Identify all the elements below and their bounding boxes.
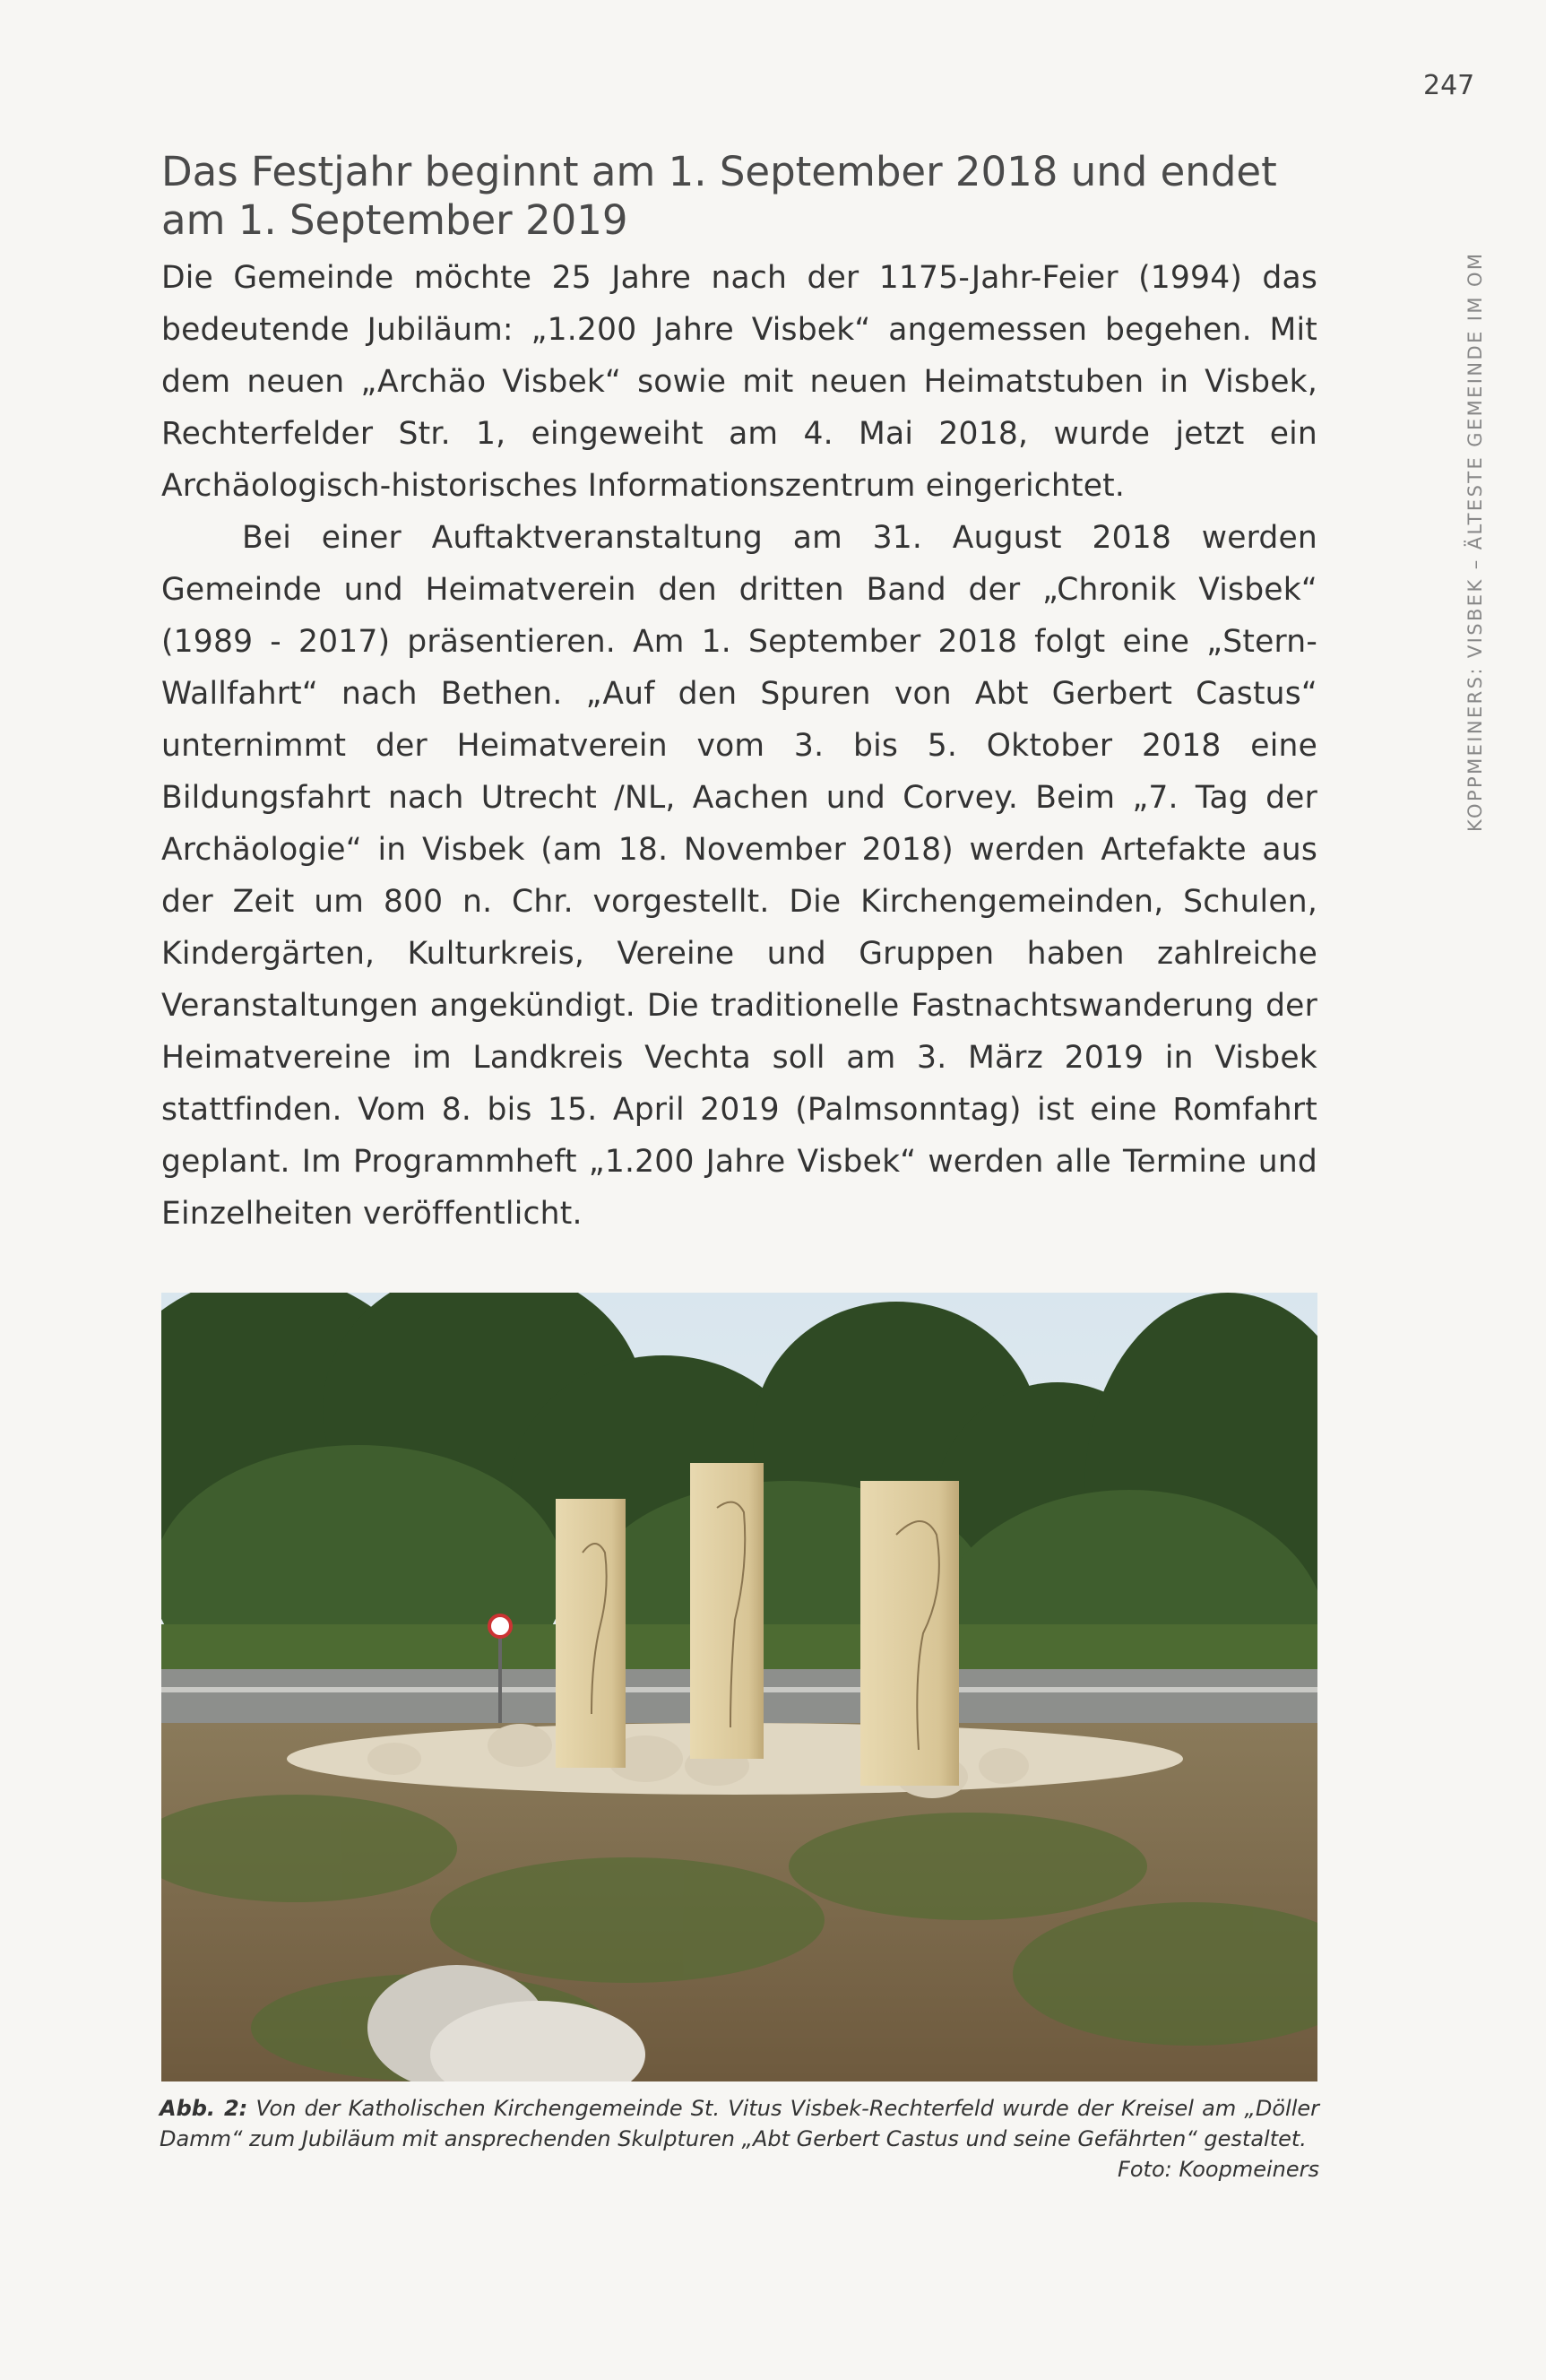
photo-credit: Foto: Koopmeiners xyxy=(1118,2157,1319,2182)
section-heading: Das Festjahr beginnt am 1. September 2018 und endet am 1. September 2019 xyxy=(161,148,1277,244)
paragraph-1: Die Gemeinde möchte 25 Jahre nach der 1175-Jahr-Feier (1994) das bedeutende Jubiläum: „1.200 Jahre Visbek“ angemessen begehen. Mit dem neuen „Archäo Visbek“ sowie mit neuen Heimatstuben in Visbek, Rechterfelder Str. 1, eingeweiht am 4. Mai 2018, wurde jetzt ein Archäologisch-historisches Informationszentrum eingerichtet. xyxy=(161,260,1317,504)
figure-caption xyxy=(160,2093,1319,2185)
sculpture-photo xyxy=(161,1293,1317,2081)
running-head: KOPPMEINERS: VISBEK – ÄLTESTE GEMEINDE IM OM xyxy=(1464,251,1486,832)
page-number: 247 xyxy=(1423,70,1475,101)
body-text xyxy=(161,252,1317,1240)
paragraph-2: Bei einer Auftaktveranstaltung am 31. August 2018 werden Gemeinde und Heimatverein den dritten Band der „Chronik Visbek“ (1989 - 2017) präsentieren. Am 1. September 2018 folgt eine „Stern-Wallfahrt“ nach Bethen. „Auf den Spuren von Abt Gerbert Castus“ unternimmt der Heimatverein vom 3. bis 5. Oktober 2018 eine Bildungsfahrt nach Utrecht /NL, Aachen und Corvey. Beim „7. Tag der Archäologie“ in Visbek (am 18. November 2018) werden Artefakte aus der Zeit um 800 n. Chr. vorgestellt. Die Kirchengemeinden, Schulen, Kindergärten, Kulturkreis, Vereine und Gruppen haben zahlreiche Veranstaltungen angekündigt. Die traditionelle Fastnachtswanderung der Heimatvereine im Landkreis Vechta soll am 3. März 2019 in Visbek stattfinden. Vom 8. bis 15. April 2019 (Palmsonntag) ist eine Romfahrt geplant. Im Programmheft „1.200 Jahre Visbek“ werden alle Termine und Einzelheiten veröffentlicht. xyxy=(161,520,1317,1232)
photo-illustration xyxy=(161,1293,1317,2081)
article xyxy=(161,148,1317,1240)
figure-label: Abb. 2: xyxy=(160,2096,248,2121)
figure-caption-text: Von der Katholischen Kirchengemeinde St. Vitus Visbek-Rechterfeld wurde der Kreisel am „Döller Damm“ zum Jubiläum mit ansprechenden Skulpturen „Abt Gerbert Castus und seine Gefährten“ gestaltet. xyxy=(160,2096,1319,2151)
